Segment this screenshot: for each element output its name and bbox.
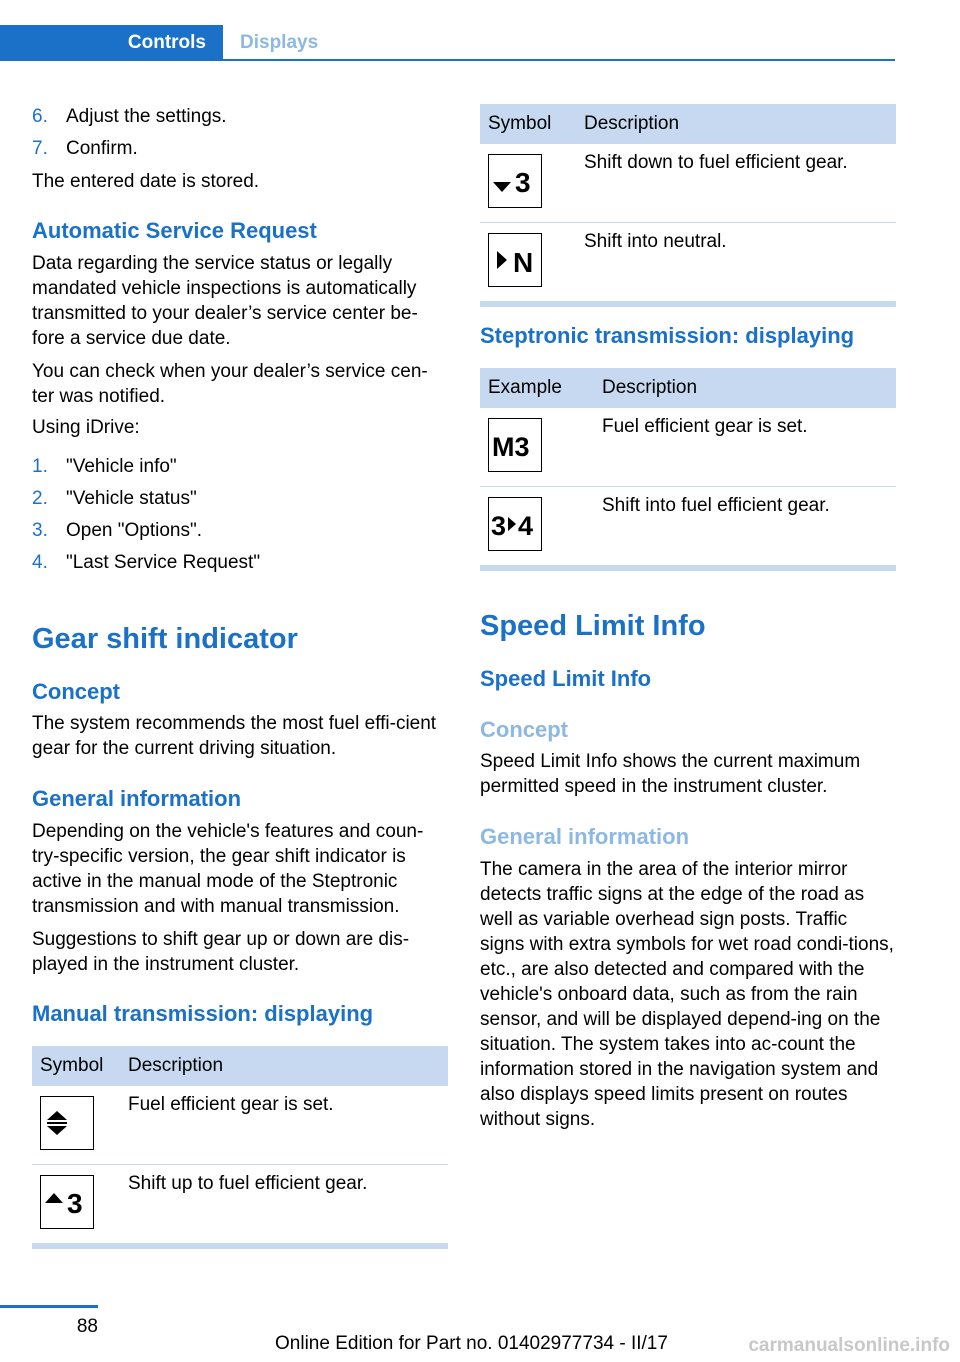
table-row (480, 408, 896, 487)
step-number: 2. (32, 488, 48, 509)
table-row (480, 223, 896, 302)
table-cell-description: Shift into fuel efficient gear. (594, 487, 896, 566)
table-header-description: Description (576, 104, 896, 144)
table-end-rule (32, 1244, 448, 1249)
svg-text:4: 4 (518, 511, 534, 541)
list-item (32, 486, 448, 511)
table-row (480, 487, 896, 566)
steptronic-table (480, 368, 896, 571)
general-info-paragraph-1: Depending on the vehicle's features and coun‐try-specific version, the gear shift indicator is active in the manual mode of the Steptronic transmission and with manual transmission. (32, 821, 424, 917)
table-end-rule (480, 302, 896, 307)
sli-general-heading: General information (480, 824, 690, 849)
step-text: "Vehicle status" (66, 488, 197, 509)
shift-3-to-4-icon (488, 497, 542, 551)
sli-general-text: The camera in the area of the interior mirror detects traffic signs at the edge of the road as well as variable overhead sign posts. Traffic signs with extra symbols for wet road condi‐tions, etc., are also detected and compared with the vehicle's onboard data, such as from the rain sensor, and will be displayed depend‐ing on the situation. The system takes into ac‐count the information stored in the navigation system and also displays speed limits present on routes without signs. (480, 859, 894, 1130)
idrive-steps-list (32, 454, 448, 582)
table-row (480, 144, 896, 223)
step-text: Confirm. (66, 138, 138, 159)
page-number: 88 (76, 1316, 98, 1337)
table-row (32, 1165, 448, 1244)
gear-shift-heading: Gear shift indicator (32, 623, 298, 655)
asr-paragraph-3: Using iDrive: (32, 417, 140, 438)
shift-up-3-icon (40, 1175, 94, 1229)
table-header-description: Description (594, 368, 896, 408)
table-cell-symbol (480, 223, 576, 302)
edition-text: Online Edition for Part no. 01402977734 - II/17 (275, 1333, 668, 1354)
concept-text: The system recommends the most fuel effi‐cient gear for the current driving situation. (32, 713, 437, 759)
list-item (32, 550, 448, 575)
manual-table (32, 1046, 448, 1249)
table-cell-symbol (480, 144, 576, 223)
table-cell-description: Shift down to fuel efficient gear. (576, 144, 896, 223)
table-cell-description: Shift up to fuel efficient gear. (120, 1165, 448, 1244)
sli-concept-text: Speed Limit Info shows the current maximum permitted speed in the instrument cluster. (480, 751, 861, 797)
list-item (32, 518, 448, 543)
table-header-symbol: Symbol (480, 104, 576, 144)
watermark: carmanualsonline.info (748, 1335, 950, 1356)
steps-top-list (32, 104, 448, 168)
step-number: 1. (32, 456, 48, 477)
table-cell-symbol (480, 487, 594, 566)
sli-concept-heading: Concept (480, 717, 568, 742)
speed-limit-info-heading: Speed Limit Info (480, 610, 706, 642)
stored-text: The entered date is stored. (32, 171, 260, 192)
manual-table-continued (480, 104, 896, 307)
table-row (32, 1086, 448, 1165)
asr-paragraph-1: Data regarding the service status or legally mandated vehicle inspections is automatically transmitted to your dealer’s service center be‐fore a service due date. (32, 253, 418, 349)
table-end-rule (480, 566, 896, 571)
svg-text:3: 3 (491, 511, 507, 541)
table-cell-symbol (480, 408, 594, 487)
table-cell-description: Shift into neutral. (576, 223, 896, 302)
svg-text:M3: M3 (492, 432, 530, 462)
manual-transmission-heading: Manual transmission: displaying (32, 1001, 374, 1026)
shift-down-3-icon (488, 154, 542, 208)
svg-text:N: N (513, 247, 534, 277)
step-number: 6. (32, 106, 48, 127)
svg-text:3: 3 (67, 1188, 83, 1219)
table-header-symbol: Symbol (32, 1046, 120, 1086)
shift-neutral-icon (488, 233, 542, 287)
footer-rule (0, 1305, 98, 1308)
step-number: 4. (32, 552, 48, 573)
table-cell-symbol (32, 1165, 120, 1244)
step-text: Adjust the settings. (66, 106, 227, 127)
list-item (32, 136, 448, 161)
steptronic-heading: Steptronic transmission: displaying (480, 323, 855, 348)
fuel-efficient-gear-set-icon (40, 1096, 94, 1150)
general-info-heading: General information (32, 786, 242, 811)
list-item (32, 454, 448, 479)
tab-displays[interactable]: Displays (240, 32, 319, 53)
general-info-paragraph-2: Suggestions to shift gear up or down are dis‐played in the instrument cluster. (32, 929, 410, 975)
table-cell-description: Fuel efficient gear is set. (120, 1086, 448, 1165)
step-text: Open "Options". (66, 520, 203, 541)
step-text: "Vehicle info" (66, 456, 177, 477)
m3-icon (488, 418, 542, 472)
tab-controls[interactable]: Controls (0, 25, 223, 61)
concept-heading: Concept (32, 679, 120, 704)
table-header-example: Example (480, 368, 594, 408)
table-header-description: Description (120, 1046, 448, 1086)
step-text: "Last Service Request" (66, 552, 261, 573)
svg-text:3: 3 (515, 167, 531, 198)
table-cell-description: Fuel efficient gear is set. (594, 408, 896, 487)
speed-limit-info-subheading: Speed Limit Info (480, 666, 652, 691)
table-cell-symbol (32, 1086, 120, 1165)
step-number: 7. (32, 138, 48, 159)
step-number: 3. (32, 520, 48, 541)
asr-heading: Automatic Service Request (32, 218, 317, 243)
asr-paragraph-2: You can check when your dealer’s service cen‐ter was notified. (32, 361, 428, 407)
list-item (32, 104, 448, 129)
